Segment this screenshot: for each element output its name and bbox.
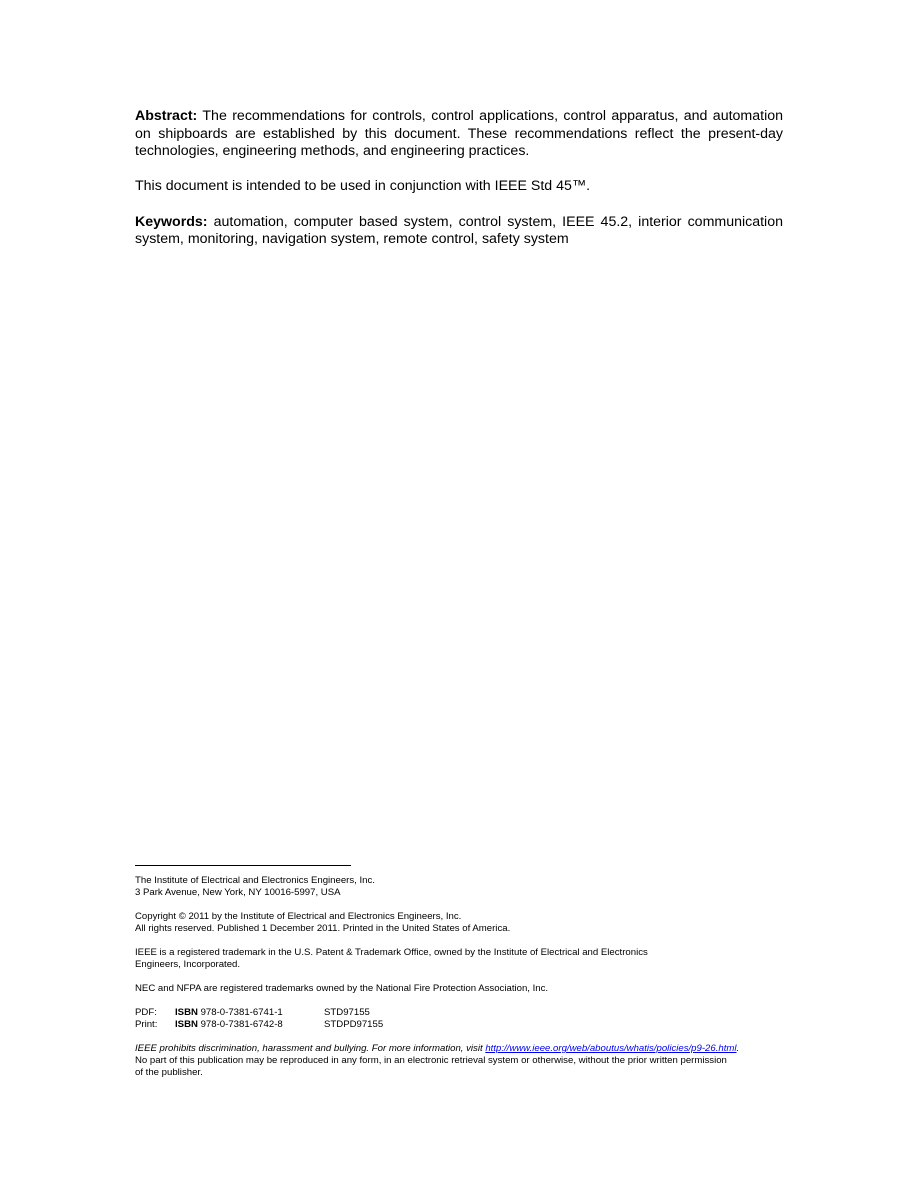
document-page	[135, 0, 783, 1188]
isbn-label: ISBN	[175, 1007, 198, 1018]
isbn-table	[135, 1007, 783, 1031]
trademark-line-2: Engineers, Incorporated.	[135, 959, 241, 970]
copyright-notice	[135, 911, 783, 935]
abstract-label: Abstract:	[135, 108, 198, 124]
trademark-line-1: IEEE is a registered trademark in the U.S. Patent & Trademark Office, owned by the Institute of Electrical and Electronics	[135, 947, 648, 958]
isbn-value	[175, 1019, 324, 1031]
rights-line-2: of the publisher.	[135, 1067, 203, 1078]
policy-line-1	[135, 1043, 783, 1055]
keywords-label: Keywords:	[135, 213, 208, 230]
nec-trademark-notice: NEC and NFPA are registered trademarks owned by the National Fire Protection Association, Inc.	[135, 983, 549, 994]
abstract-text: The recommendations for controls, control applications, control apparatus, and automation on shipboards are established by this document. These recommendations reflect the present-day technologies, engineering methods, and engineering practices.	[135, 108, 783, 160]
isbn-medium: Print:	[135, 1019, 158, 1030]
isbn-medium: PDF:	[135, 1007, 157, 1018]
isbn-value	[175, 1007, 324, 1019]
keywords-paragraph	[135, 214, 783, 249]
ieee-trademark-notice	[135, 947, 783, 971]
keywords-text: automation, computer based system, control system, IEEE 45.2, interior communication system, monitoring, navigation system, remote control, safety system	[135, 213, 783, 248]
publisher-footer	[135, 865, 783, 1091]
isbn-number: 978-0-7381-6742-8	[200, 1019, 283, 1030]
address-line-2: 3 Park Avenue, New York, NY 10016-5997, USA	[135, 887, 341, 898]
copyright-line-2: All rights reserved. Published 1 December 2011. Printed in the United States of America.	[135, 923, 511, 934]
rights-line-1: No part of this publication may be reproduced in any form, in an electronic retrieval system or otherwise, without the prior written permission	[135, 1055, 727, 1066]
abstract-paragraph	[135, 108, 783, 161]
address-line-1: The Institute of Electrical and Electronics Engineers, Inc.	[135, 875, 375, 886]
policy-link-suffix: .	[736, 1043, 740, 1054]
isbn-number: 978-0-7381-6741-1	[200, 1007, 283, 1018]
intended-use-paragraph: This document is intended to be used in conjunction with IEEE Std 45™.	[135, 178, 591, 195]
copyright-line-1: Copyright © 2011 by the Institute of Electrical and Electronics Engineers, Inc.	[135, 911, 462, 922]
publisher-address	[135, 875, 783, 899]
footnote-divider	[135, 865, 351, 866]
isbn-label: ISBN	[175, 1019, 198, 1030]
isbn-row-pdf	[135, 1007, 783, 1019]
abstract-section	[135, 108, 783, 266]
policy-link[interactable]: http://www.ieee.org/web/aboutus/whatis/policies/p9-26.html	[485, 1043, 737, 1054]
policy-italic-text: IEEE prohibits discrimination, harassment and bullying. For more information, visit	[135, 1043, 486, 1054]
stock-number: STD97155	[324, 1007, 370, 1018]
stock-number: STDPD97155	[324, 1019, 384, 1030]
isbn-row-print	[135, 1019, 783, 1031]
policy-notice	[135, 1043, 783, 1079]
